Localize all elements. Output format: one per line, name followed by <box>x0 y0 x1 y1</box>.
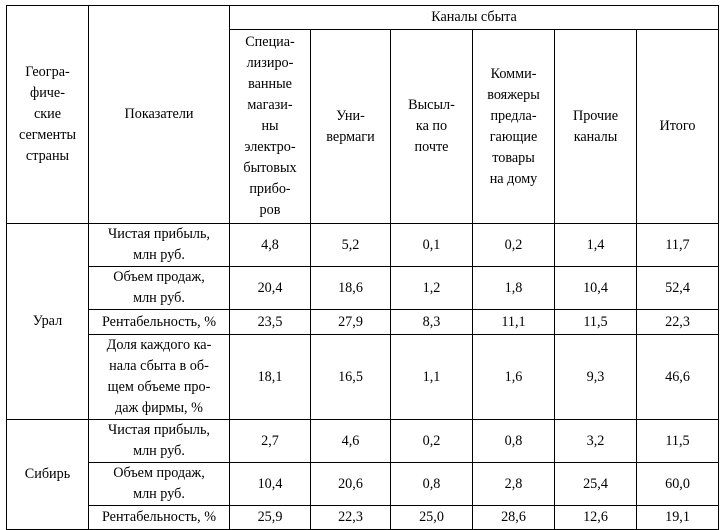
value-cell: 18,1 <box>230 335 311 420</box>
table-body <box>7 224 719 530</box>
indicator-label: Объем продаж, млн руб. <box>89 267 230 310</box>
indicator-label: Рентабельность, % <box>89 506 230 530</box>
value-cell: 16,5 <box>311 335 391 420</box>
value-cell: 11,7 <box>637 224 719 267</box>
value-cell: 20,4 <box>230 267 311 310</box>
header-channel-other: Прочие каналы <box>555 30 637 224</box>
value-cell: 10,4 <box>230 463 311 506</box>
value-cell: 0,1 <box>391 224 473 267</box>
value-cell: 11,1 <box>473 310 555 335</box>
sales-channels-table <box>6 5 719 530</box>
value-cell: 25,9 <box>230 506 311 530</box>
value-cell: 2,8 <box>473 463 555 506</box>
indicator-label: Доля каждого ка- нала сбыта в об- щем объеме про- даж фирмы, % <box>89 335 230 420</box>
header-channel-door-to-door: Комми- вояжеры предла- гающие товары на дому <box>473 30 555 224</box>
value-cell: 22,3 <box>311 506 391 530</box>
value-cell: 25,4 <box>555 463 637 506</box>
value-cell: 4,6 <box>311 420 391 463</box>
value-cell: 0,8 <box>473 420 555 463</box>
table-row <box>7 335 719 420</box>
table-row <box>7 463 719 506</box>
header-indicators: Показатели <box>89 6 230 224</box>
header-channel-mail-order: Высыл- ка по почте <box>391 30 473 224</box>
header-channel-specialized-stores: Специа- лизиро- ванные магази- ны электро- бытовых прибо- ров <box>230 30 311 224</box>
header-channel-department-stores: Уни- вермаги <box>311 30 391 224</box>
indicator-label: Рентабельность, % <box>89 310 230 335</box>
region-name: Урал <box>7 224 89 420</box>
value-cell: 22,3 <box>637 310 719 335</box>
header-geo-segments: Геогра- фиче- ские сегменты страны <box>7 6 89 224</box>
table-row <box>7 420 719 463</box>
value-cell: 46,6 <box>637 335 719 420</box>
value-cell: 25,0 <box>391 506 473 530</box>
value-cell: 0,2 <box>391 420 473 463</box>
value-cell: 10,4 <box>555 267 637 310</box>
value-cell: 1,2 <box>391 267 473 310</box>
region-name: Сибирь <box>7 420 89 530</box>
value-cell: 0,2 <box>473 224 555 267</box>
value-cell: 1,4 <box>555 224 637 267</box>
table-row <box>7 267 719 310</box>
value-cell: 27,9 <box>311 310 391 335</box>
indicator-label: Объем продаж, млн руб. <box>89 463 230 506</box>
value-cell: 18,6 <box>311 267 391 310</box>
value-cell: 23,5 <box>230 310 311 335</box>
table-row <box>7 310 719 335</box>
value-cell: 2,7 <box>230 420 311 463</box>
value-cell: 52,4 <box>637 267 719 310</box>
header-channel-total: Итого <box>637 30 719 224</box>
value-cell: 4,8 <box>230 224 311 267</box>
indicator-label: Чистая прибыль, млн руб. <box>89 420 230 463</box>
value-cell: 3,2 <box>555 420 637 463</box>
value-cell: 12,6 <box>555 506 637 530</box>
value-cell: 9,3 <box>555 335 637 420</box>
value-cell: 19,1 <box>637 506 719 530</box>
value-cell: 1,8 <box>473 267 555 310</box>
value-cell: 11,5 <box>637 420 719 463</box>
value-cell: 0,8 <box>391 463 473 506</box>
value-cell: 5,2 <box>311 224 391 267</box>
table-row <box>7 506 719 530</box>
value-cell: 60,0 <box>637 463 719 506</box>
value-cell: 1,1 <box>391 335 473 420</box>
value-cell: 8,3 <box>391 310 473 335</box>
value-cell: 1,6 <box>473 335 555 420</box>
header-sales-channels: Каналы сбыта <box>230 6 719 30</box>
value-cell: 28,6 <box>473 506 555 530</box>
table-row <box>7 224 719 267</box>
indicator-label: Чистая прибыль, млн руб. <box>89 224 230 267</box>
value-cell: 20,6 <box>311 463 391 506</box>
value-cell: 11,5 <box>555 310 637 335</box>
